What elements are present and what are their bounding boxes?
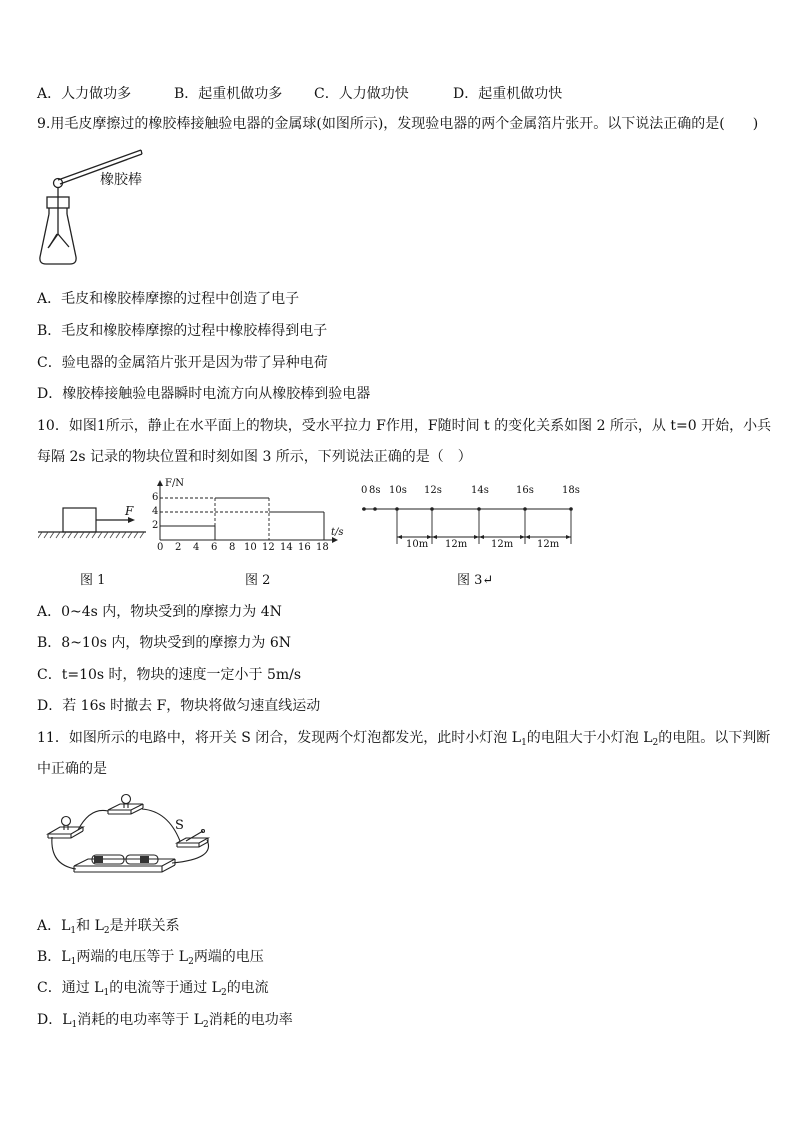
- figure1-caption: 图 1: [80, 573, 106, 588]
- fig3-time-label: 0: [361, 485, 368, 496]
- option-text: 两端的电压: [193, 949, 264, 965]
- subscript-1: 1: [70, 926, 77, 936]
- subscript-2: 2: [652, 738, 659, 748]
- option-text: 是并联关系: [109, 918, 180, 934]
- fig2-ylabel: F/N: [165, 478, 185, 489]
- option-text: 的电流等于通过 L: [109, 980, 221, 996]
- option-text: 消耗的电功率等于 L: [77, 1012, 204, 1028]
- electroscope-figure: [38, 144, 178, 274]
- q10-stem-line2: 每隔 2s 记录的物块位置和时刻如图 3 所示，下列说法正确的是（ ）: [37, 449, 472, 465]
- fig3-time-label: 16s: [516, 485, 534, 496]
- subscript-1: 1: [71, 1020, 78, 1030]
- fig2-xtick: 4: [193, 542, 200, 553]
- circuit-figure: [40, 793, 220, 889]
- q11-stem-part: 11．如图所示的电路中，将开关 S 闭合，发现两个灯泡都发光，此时小灯泡 L: [37, 730, 522, 746]
- fig2-xtick: 2: [175, 542, 182, 553]
- fig2-xlabel: t/s: [331, 527, 344, 538]
- fig3-distance-label: 12m: [445, 539, 468, 550]
- q9-option-d: D．橡胶棒接触验电器瞬时电流方向从橡胶棒到验电器: [37, 386, 371, 402]
- option-text: 消耗的电功率: [208, 1012, 293, 1028]
- q10-stem-line1: 10．如图1所示，静止在水平面上的物块，受水平拉力 F作用，F随时间 t 的变化关系如图 2 所示，从 t=0 开始，小兵: [37, 418, 772, 434]
- figure3-caption: 图 3↵: [457, 573, 494, 588]
- subscript-1: 1: [521, 738, 527, 748]
- q9-option-a: A．毛皮和橡胶棒摩擦的过程中创造了电子: [37, 291, 300, 307]
- q11-option-b: [37, 948, 264, 971]
- fig2-xtick: 12: [262, 542, 275, 553]
- q11-stem-part: 的电阻。以下判断: [658, 730, 771, 746]
- subscript-2: 2: [188, 957, 194, 967]
- fig2-xtick: 8: [229, 542, 236, 553]
- fig3-distance-label: 12m: [537, 539, 560, 550]
- fig2-ytick: 6: [152, 492, 159, 503]
- q9-stem: 9.用毛皮摩擦过的橡胶棒接触验电器的金属球(如图所示)，发现验电器的两个金属箔片张开。以下说法正确的是( ): [37, 116, 759, 132]
- option-text: A．L: [37, 918, 71, 934]
- force-f-label: F: [125, 504, 134, 518]
- fig2-xtick: 18: [316, 542, 329, 553]
- option-text: B．L: [37, 949, 71, 965]
- q9-option-c: C．验电器的金属箔片张开是因为带了异种电荷: [37, 355, 328, 371]
- q10-option-c: C．t=10s 时，物块的速度一定小于 5m/s: [37, 667, 302, 683]
- option-text: 两端的电压等于 L: [76, 949, 189, 965]
- fig3-time-label: 8s: [369, 485, 381, 496]
- subscript-1: 1: [70, 957, 77, 967]
- switch-s-label: S: [175, 818, 184, 833]
- q10-option-a: A．0~4s 内，物块受到的摩擦力为 4N: [37, 604, 282, 620]
- q11-option-a: [37, 917, 180, 940]
- fig3-time-label: 12s: [424, 485, 442, 496]
- rubber-rod-label: 橡胶棒: [100, 172, 142, 188]
- fig2-ytick: 4: [152, 506, 159, 517]
- q11-option-d: [37, 1011, 293, 1034]
- subscript-2: 2: [220, 988, 227, 998]
- fig2-xtick: 0: [157, 542, 164, 553]
- q10-option-b: B．8~10s 内，物块受到的摩擦力为 6N: [37, 635, 291, 651]
- fig2-xtick: 6: [211, 542, 218, 553]
- fig2-xtick: 14: [280, 542, 293, 553]
- option-text: D．L: [37, 1012, 72, 1028]
- q11-stem-line1: [37, 729, 770, 752]
- fig2-xtick: 10: [244, 542, 257, 553]
- q11-option-c: [37, 979, 269, 1002]
- q9-option-b: B．毛皮和橡胶棒摩擦的过程中橡胶棒得到电子: [37, 323, 328, 339]
- fig3-time-label: 10s: [389, 485, 407, 496]
- fig3-time-label: 14s: [471, 485, 489, 496]
- fig3-time-label: 18s: [562, 485, 580, 496]
- q8-option-b: B．起重机做功多: [174, 86, 283, 102]
- q8-option-c: C．人力做功快: [314, 86, 409, 102]
- fig2-xtick: 16: [298, 542, 311, 553]
- option-text: C．通过 L: [37, 980, 104, 996]
- q10-option-d: D．若 16s 时撤去 F，物块将做匀速直线运动: [37, 698, 321, 714]
- fig3-distance-label: 12m: [491, 539, 514, 550]
- q8-option-d: D．起重机做功快: [453, 86, 563, 102]
- q11-stem-line2: 中正确的是: [37, 761, 107, 777]
- figure1-block: [38, 496, 148, 542]
- fig3-distance-label: 10m: [406, 539, 429, 550]
- subscript-1: 1: [103, 988, 110, 998]
- figure2-caption: 图 2: [245, 573, 271, 588]
- option-text: 和 L: [76, 918, 104, 934]
- subscript-2: 2: [103, 926, 110, 936]
- option-text: 的电流: [226, 980, 269, 996]
- q11-stem-part: 的电阻大于小灯泡 L: [526, 730, 653, 746]
- subscript-2: 2: [203, 1020, 209, 1030]
- fig2-ytick: 2: [152, 520, 159, 531]
- q8-option-a: A．人力做功多: [37, 86, 132, 102]
